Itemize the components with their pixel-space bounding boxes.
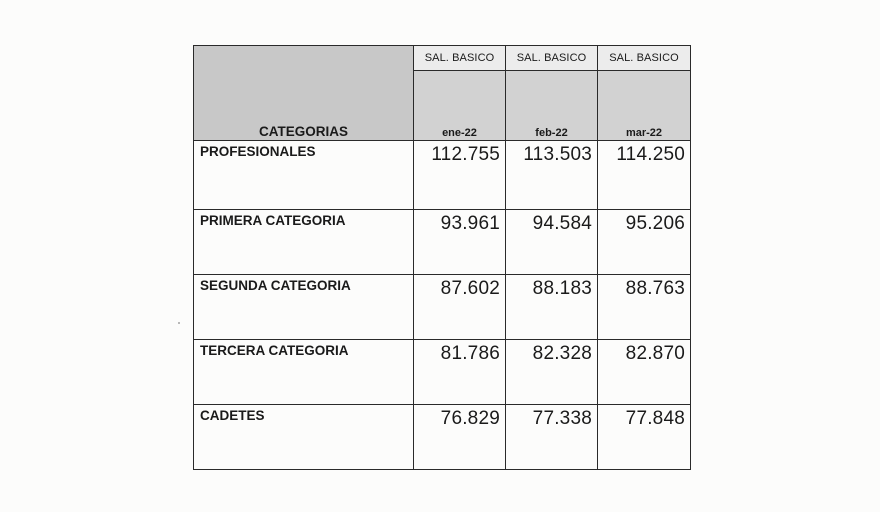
value-cell — [598, 275, 691, 340]
value-cell — [414, 210, 506, 275]
salary-value: 77.338 — [532, 408, 592, 429]
table-row — [194, 141, 691, 210]
column-title: SAL. BASICO — [598, 46, 690, 71]
category-label: PRIMERA CATEGORIA — [200, 213, 346, 228]
category-label: PROFESIONALES — [200, 144, 316, 159]
column-header-mar — [598, 46, 691, 141]
value-cell — [506, 210, 598, 275]
table-row — [194, 210, 691, 275]
salary-value: 94.584 — [532, 213, 592, 234]
value-cell — [414, 405, 506, 470]
value-cell — [598, 210, 691, 275]
salary-value: 95.206 — [625, 213, 685, 234]
salary-value: 113.503 — [523, 144, 592, 165]
salary-table — [193, 45, 691, 470]
value-cell — [506, 405, 598, 470]
category-cell — [194, 210, 414, 275]
column-period: feb-22 — [535, 127, 568, 139]
value-cell — [414, 141, 506, 210]
category-cell — [194, 405, 414, 470]
salary-value: 82.328 — [532, 343, 592, 364]
table-row — [194, 405, 691, 470]
value-cell — [414, 275, 506, 340]
salary-value: 77.848 — [625, 408, 685, 429]
value-cell — [598, 405, 691, 470]
column-period: ene-22 — [442, 127, 477, 139]
category-label: CADETES — [200, 408, 265, 423]
value-cell — [414, 340, 506, 405]
column-header-jan — [414, 46, 506, 141]
salary-value: 112.755 — [431, 144, 500, 165]
category-header: CATEGORIAS — [258, 124, 348, 139]
column-title: SAL. BASICO — [506, 46, 597, 71]
category-cell — [194, 275, 414, 340]
salary-value: 93.961 — [440, 213, 500, 234]
value-cell — [506, 340, 598, 405]
salary-value: 87.602 — [440, 278, 500, 299]
salary-value: 81.786 — [440, 343, 500, 364]
value-cell — [506, 141, 598, 210]
salary-value: 76.829 — [440, 408, 500, 429]
column-period: mar-22 — [625, 127, 663, 139]
category-label: SEGUNDA CATEGORIA — [200, 278, 351, 293]
category-cell — [194, 141, 414, 210]
salary-value: 88.183 — [532, 278, 592, 299]
table-row — [194, 340, 691, 405]
salary-value: 82.870 — [625, 343, 685, 364]
column-header-feb — [506, 46, 598, 141]
salary-value: 114.250 — [616, 144, 685, 165]
category-cell — [194, 340, 414, 405]
value-cell — [598, 340, 691, 405]
category-header-cell — [194, 46, 414, 141]
salary-value: 88.763 — [625, 278, 685, 299]
value-cell — [506, 275, 598, 340]
column-title: SAL. BASICO — [414, 46, 505, 71]
scan-speck — [178, 322, 180, 324]
table-row — [194, 275, 691, 340]
category-label: TERCERA CATEGORIA — [200, 343, 349, 358]
header-row — [194, 46, 691, 141]
value-cell — [598, 141, 691, 210]
